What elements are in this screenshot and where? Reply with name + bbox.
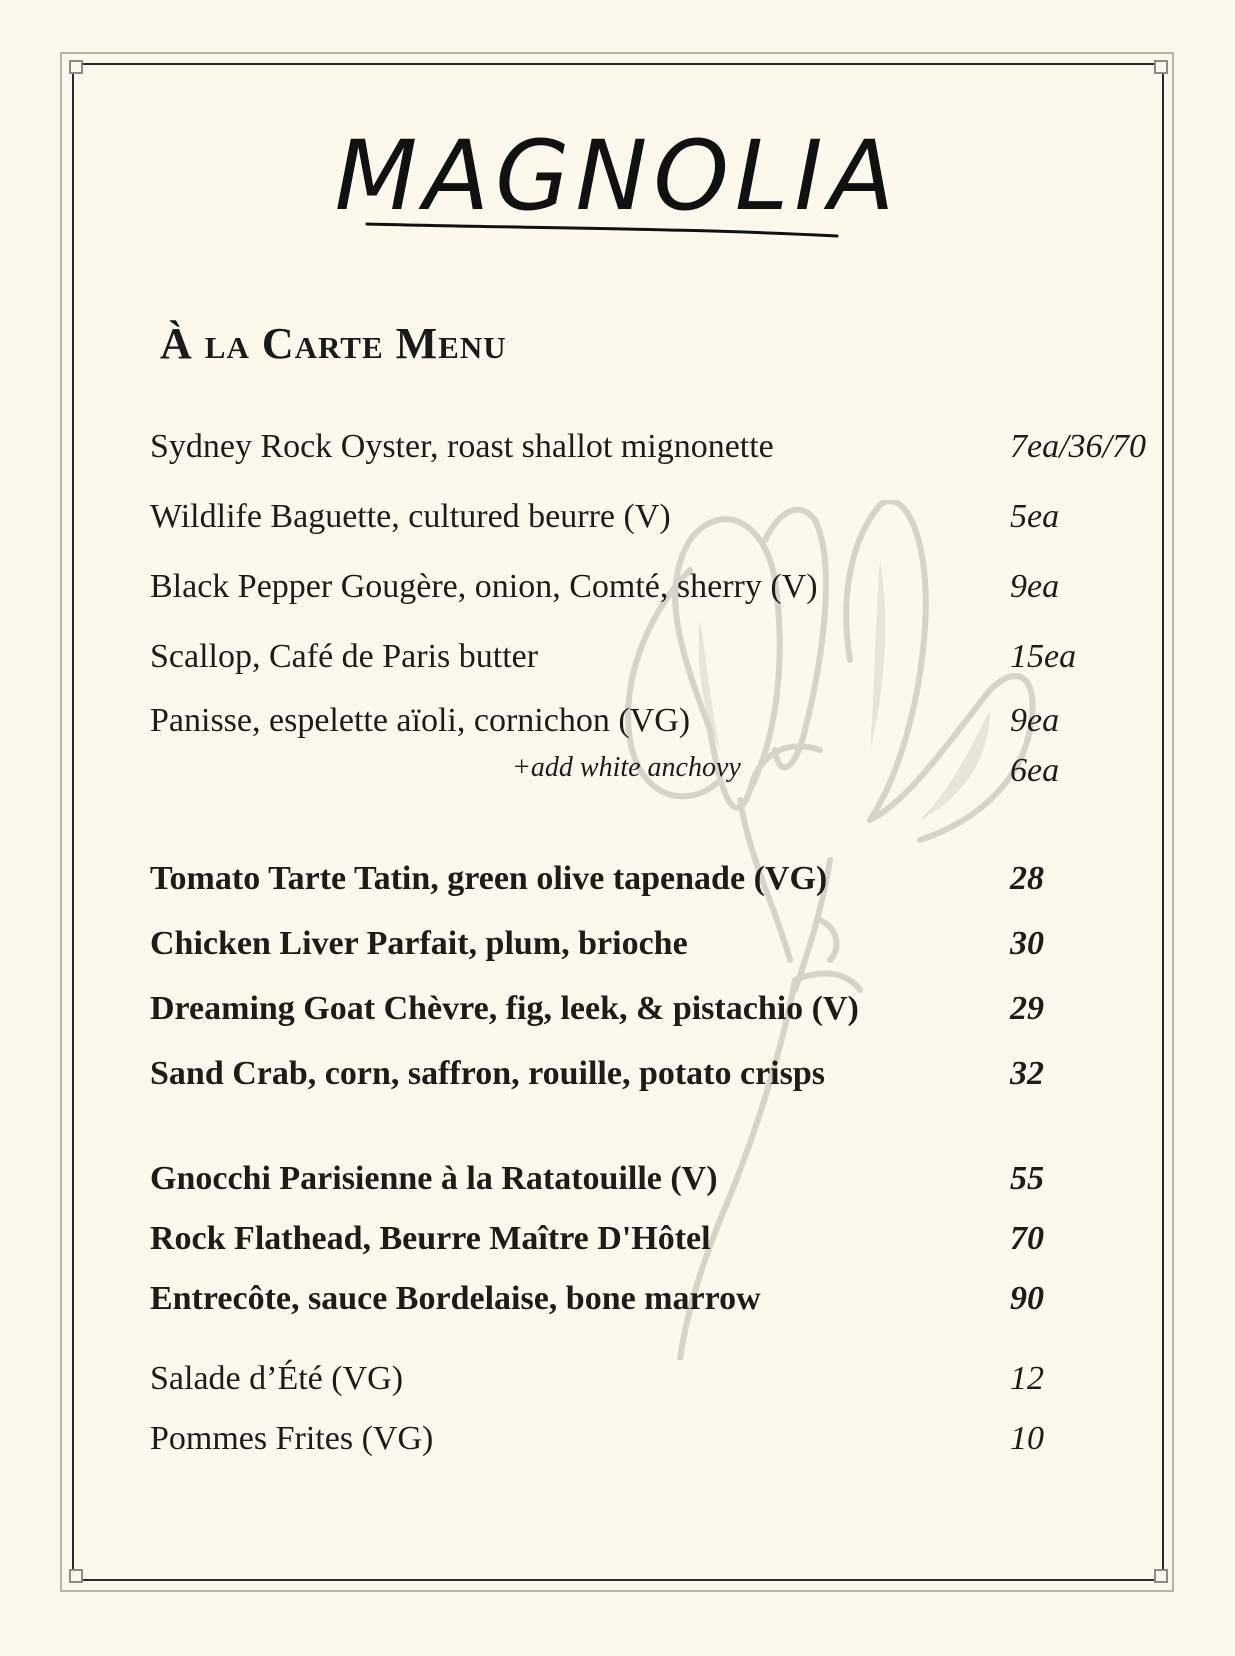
menu-item-price: 29 [1010, 990, 1044, 1027]
menu-item-price: 9ea [1010, 568, 1060, 605]
dietary-tag: (VG) [331, 1360, 404, 1397]
dietary-tag: (V) [770, 568, 818, 605]
menu-addon-name: +add white anchovy [512, 752, 741, 783]
menu-item-price: 7ea/36/70 [1010, 428, 1146, 465]
dietary-tag: (V) [811, 990, 859, 1027]
dietary-tag: (V) [623, 498, 671, 535]
menu-item-name: Chicken Liver Parfait, plum, brioche [150, 925, 688, 962]
menu-item-price: 10 [1010, 1420, 1044, 1457]
menu-item [150, 428, 1150, 476]
menu-item-price: 70 [1010, 1220, 1044, 1257]
menu-item-price: 12 [1010, 1360, 1044, 1397]
menu-item-name: Tomato Tarte Tatin, green olive tapenade (VG) [150, 860, 828, 897]
menu-item [150, 498, 1150, 546]
menu-item-name: Sydney Rock Oyster, roast shallot mignonette [150, 428, 774, 465]
menu-item-name: Black Pepper Gougère, onion, Comté, sherry (V) [150, 568, 818, 605]
menu-item-price: 5ea [1010, 498, 1060, 535]
menu-item-name: Pommes Frites (VG) [150, 1420, 434, 1457]
menu-item-price: 55 [1010, 1160, 1044, 1197]
menu-item [150, 1055, 1150, 1103]
menu-item-price: 32 [1010, 1055, 1044, 1092]
menu-item-name: Gnocchi Parisienne à la Ratatouille (V) [150, 1160, 718, 1197]
frame-corner-ornament [1154, 60, 1168, 74]
frame-corner-ornament [69, 1569, 83, 1583]
section-title: À la Carte Menu [160, 319, 507, 368]
menu-item-price: 28 [1010, 860, 1044, 897]
menu-item-name: Salade d’Été (VG) [150, 1360, 404, 1397]
menu-item-name: Sand Crab, corn, saffron, rouille, potato crisps [150, 1055, 826, 1092]
menu-item [150, 1160, 1150, 1208]
menu-item-name: Panisse, espelette aïoli, cornichon (VG) [150, 702, 691, 739]
brand-title: MAGNOLIA [334, 120, 901, 232]
menu-item [150, 568, 1150, 616]
frame-corner-ornament [69, 60, 83, 74]
menu-item [150, 1420, 1150, 1468]
menu-item-name: Entrecôte, sauce Bordelaise, bone marrow [150, 1280, 761, 1317]
menu-addon [150, 752, 1150, 800]
menu-item [150, 925, 1150, 973]
menu-item-price: 30 [1010, 925, 1044, 962]
menu-item [150, 1220, 1150, 1268]
menu-item-name: Rock Flathead, Beurre Maître D'Hôtel [150, 1220, 711, 1257]
menu-item-name: Wildlife Baguette, cultured beurre (V) [150, 498, 671, 535]
menu-item [150, 1360, 1150, 1408]
dietary-tag: (VG) [361, 1420, 434, 1457]
menu-item [150, 702, 1150, 750]
menu-item [150, 1280, 1150, 1328]
menu-item [150, 990, 1150, 1038]
menu-item-name: Scallop, Café de Paris butter [150, 638, 539, 675]
menu-item [150, 638, 1150, 686]
menu-addon-price: 6ea [1010, 752, 1060, 789]
dietary-tag: (VG) [753, 860, 828, 897]
dietary-tag: (VG) [618, 702, 691, 739]
menu-item [150, 860, 1150, 908]
menu-item-price: 9ea [1010, 702, 1060, 739]
menu-item-price: 90 [1010, 1280, 1044, 1317]
brand-underline [365, 218, 840, 240]
menu-item-price: 15ea [1010, 638, 1077, 675]
menu-item-name: Dreaming Goat Chèvre, fig, leek, & pistachio (V) [150, 990, 859, 1027]
frame-corner-ornament [1154, 1569, 1168, 1583]
dietary-tag: (V) [670, 1160, 718, 1197]
